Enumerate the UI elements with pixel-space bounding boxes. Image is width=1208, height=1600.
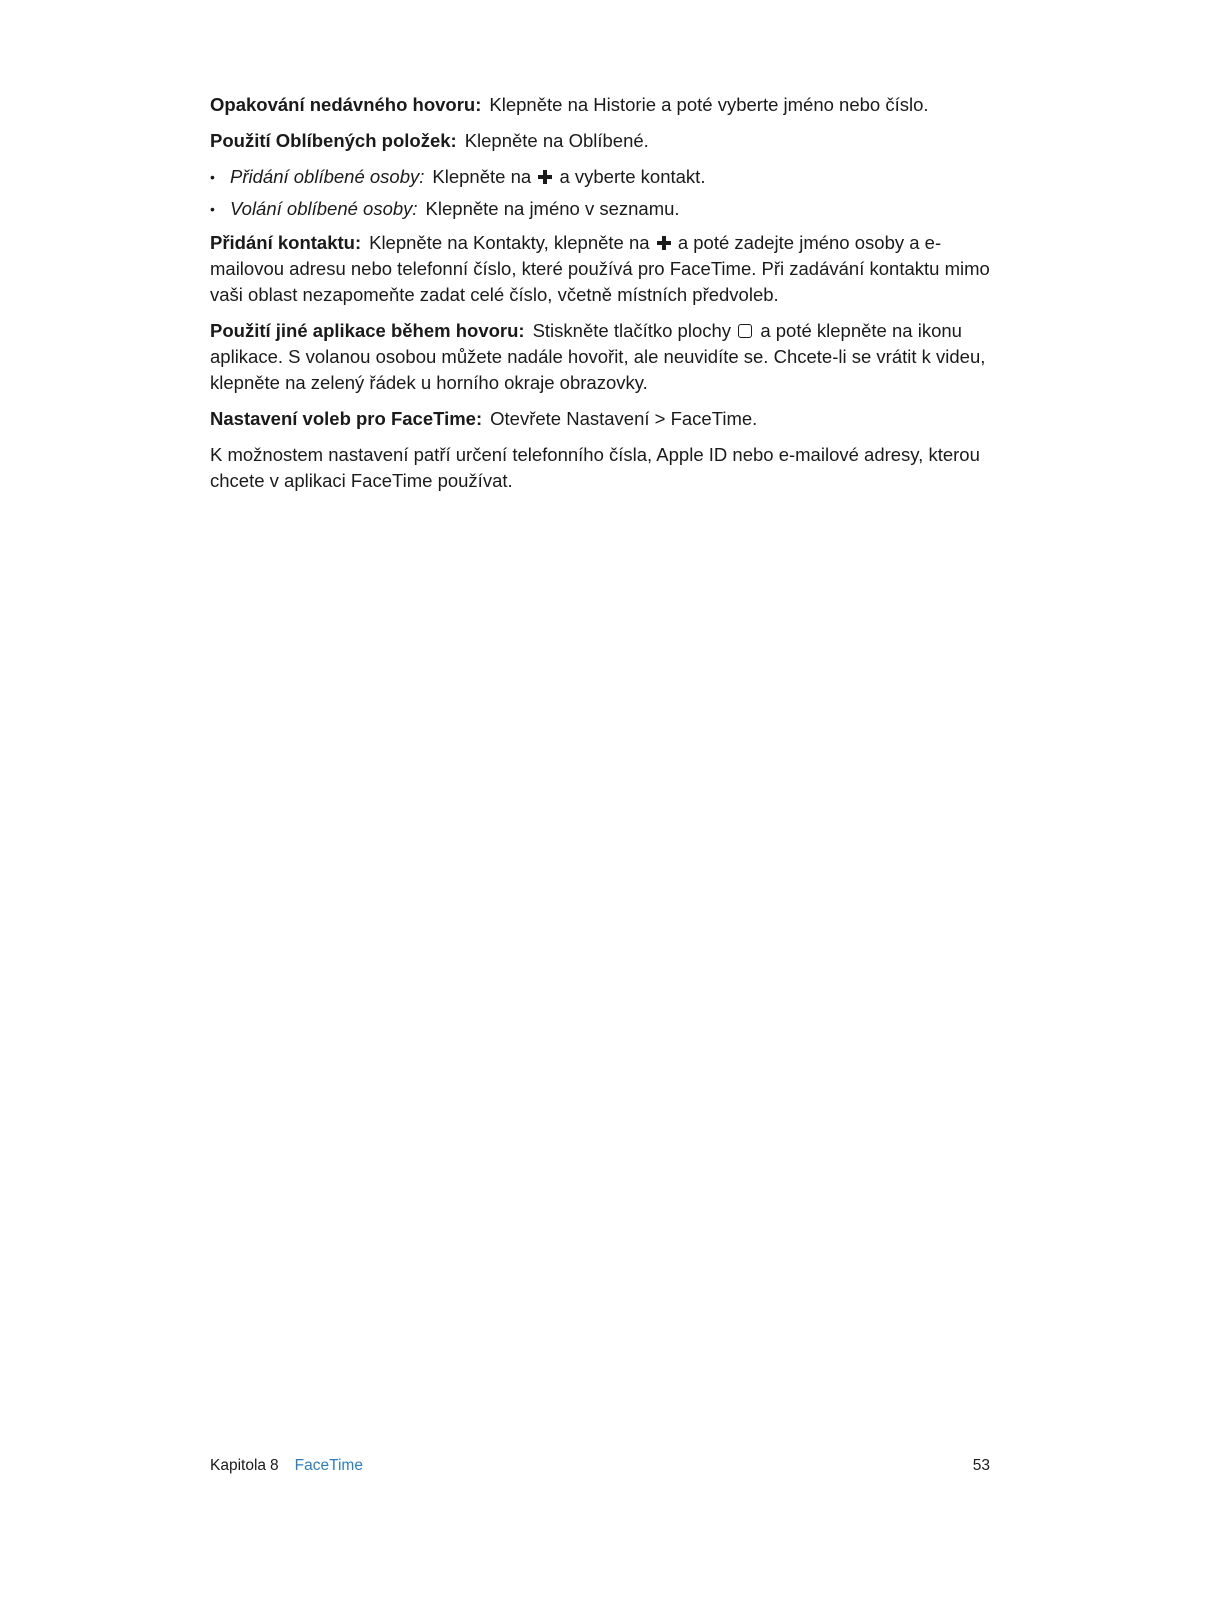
paragraph-repeat-call — [210, 92, 1000, 118]
list-item — [210, 196, 1000, 222]
bullet-term: Přidání oblíbené osoby: — [230, 166, 425, 187]
footer-page-number: 53 — [972, 1457, 990, 1474]
footer-chapter-label: Kapitola — [210, 1457, 267, 1474]
home-button-icon — [738, 324, 752, 338]
paragraph-favorites — [210, 128, 1000, 154]
bullet-text-after: a vyberte kontakt. — [559, 166, 706, 187]
paragraph-settings — [210, 406, 1000, 432]
bullet-mark: • — [210, 201, 215, 217]
plus-icon — [657, 236, 671, 250]
plus-icon — [538, 170, 552, 184]
paragraph-term: Použití jiné aplikace během hovoru: — [210, 320, 525, 341]
paragraph-text-after: a poté zadejte jméno osoby a e-mailovou adresu nebo telefonní číslo, které používá pro FaceTime. Při zadávání kontaktu mimo vaši oblast nezapomeňte zadat celé číslo, včetně místních předvoleb. — [210, 232, 990, 305]
paragraph-term: Opakování nedávného hovoru: — [210, 94, 482, 115]
paragraph-text-before: Stiskněte tlačítko plochy — [532, 320, 732, 341]
paragraph-text: Klepněte na Historie a poté vyberte jméno nebo číslo. — [489, 94, 929, 115]
paragraph-add-contact — [210, 230, 1000, 308]
footer-section-link[interactable]: FaceTime — [294, 1457, 363, 1474]
paragraph-text: Klepněte na Oblíbené. — [464, 130, 649, 151]
paragraph-text: Otevřete Nastavení > FaceTime. — [490, 408, 758, 429]
bullet-mark: • — [210, 169, 215, 185]
page-content — [210, 92, 1000, 504]
list-item — [210, 164, 1000, 190]
page-footer — [210, 1456, 990, 1476]
paragraph-other-app — [210, 318, 1000, 396]
paragraph-text: K možnostem nastavení patří určení telefonního čísla, Apple ID nebo e-mailové adresy, kterou chcete v aplikaci FaceTime používat. — [210, 444, 980, 491]
paragraph-term: Přidání kontaktu: — [210, 232, 362, 253]
bullet-term: Volání oblíbené osoby: — [230, 198, 418, 219]
paragraph-term: Nastavení voleb pro FaceTime: — [210, 408, 483, 429]
bullet-text-before: Klepněte na — [432, 166, 532, 187]
paragraph-options — [210, 442, 1000, 494]
bullet-text: Klepněte na jméno v seznamu. — [425, 198, 680, 219]
paragraph-text-after: a poté klepněte na ikonu aplikace. S volanou osobou můžete nadále hovořit, ale neuvidíte se. Chcete-li se vrátit k videu, klepněte na zelený řádek u horního okraje obrazovky. — [210, 320, 986, 393]
favorites-bullet-list — [210, 164, 1000, 222]
paragraph-term: Použití Oblíbených položek: — [210, 130, 457, 151]
paragraph-text-before: Klepněte na Kontakty, klepněte na — [369, 232, 650, 253]
footer-chapter-number: 8 — [270, 1457, 279, 1474]
